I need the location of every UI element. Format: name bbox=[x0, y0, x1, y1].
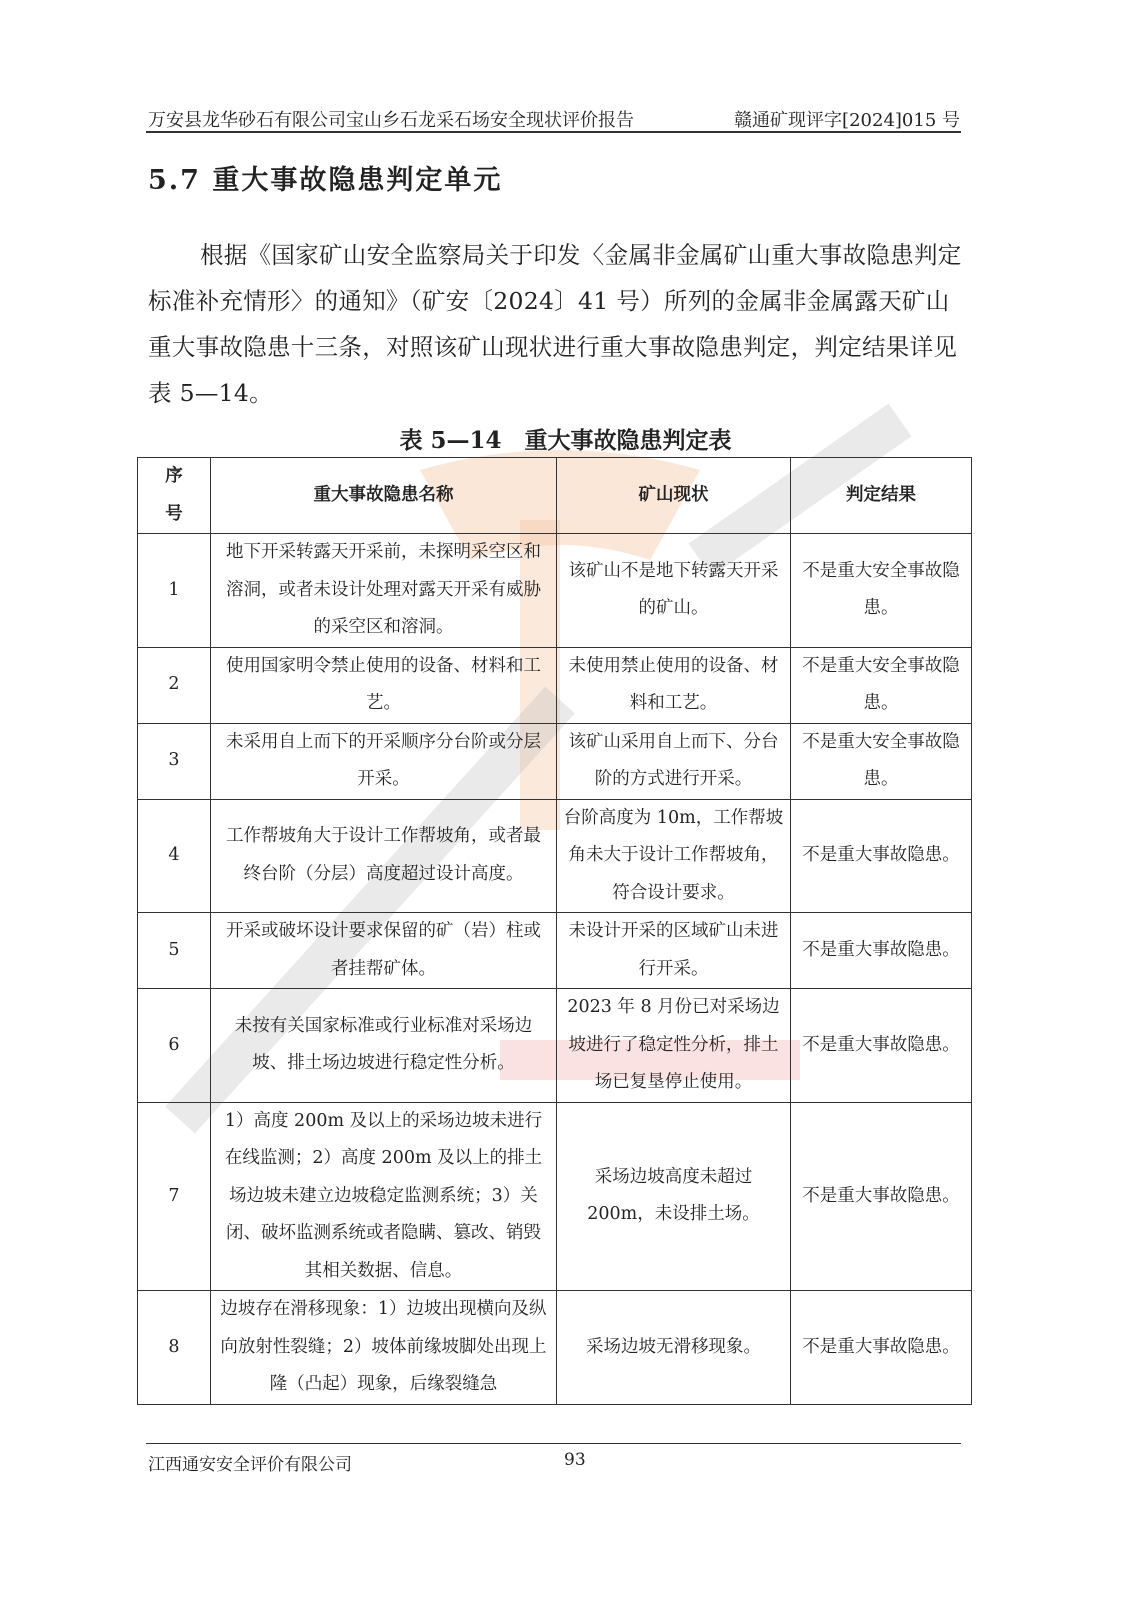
table-header-row bbox=[138, 458, 972, 534]
table-row bbox=[138, 534, 972, 648]
row-number: 5 bbox=[138, 913, 211, 989]
hazard-name: 未采用自上而下的开采顺序分台阶或分层开采。 bbox=[211, 723, 557, 799]
judgement-result: 不是重大安全事故隐患。 bbox=[791, 647, 972, 723]
hazard-name: 使用国家明令禁止使用的设备、材料和工艺。 bbox=[211, 647, 557, 723]
hazard-name: 开采或破坏设计要求保留的矿（岩）柱或者挂帮矿体。 bbox=[211, 913, 557, 989]
row-number: 3 bbox=[138, 723, 211, 799]
footer-company: 江西通安安全评价有限公司 bbox=[148, 1455, 352, 1475]
hazard-name: 工作帮坡角大于设计工作帮坡角，或者最终台阶（分层）高度超过设计高度。 bbox=[211, 799, 557, 913]
column-header: 矿山现状 bbox=[557, 458, 791, 534]
mine-status: 未设计开采的区域矿山未进行开采。 bbox=[557, 913, 791, 989]
mine-status: 未使用禁止使用的设备、材料和工艺。 bbox=[557, 647, 791, 723]
judgement-result: 不是重大安全事故隐患。 bbox=[791, 534, 972, 648]
mine-status: 采场边坡无滑移现象。 bbox=[557, 1291, 791, 1405]
report-number: 赣通矿现评字[2024]015 号 bbox=[734, 110, 960, 131]
table-row bbox=[138, 913, 972, 989]
column-header: 判定结果 bbox=[791, 458, 972, 534]
running-header bbox=[148, 106, 960, 132]
header-divider bbox=[146, 131, 961, 133]
report-title: 万安县龙华砂石有限公司宝山乡石龙采石场安全现状评价报告 bbox=[148, 110, 634, 131]
page-number: 93 bbox=[564, 1450, 586, 1470]
table-row bbox=[138, 989, 972, 1103]
row-number: 6 bbox=[138, 989, 211, 1103]
judgement-result: 不是重大安全事故隐患。 bbox=[791, 723, 972, 799]
judgement-result: 不是重大事故隐患。 bbox=[791, 913, 972, 989]
mine-status: 该矿山采用自上而下、分台阶的方式进行开采。 bbox=[557, 723, 791, 799]
row-number: 4 bbox=[138, 799, 211, 913]
table-row bbox=[138, 1291, 972, 1405]
mine-status: 采场边坡高度未超过 200m，未设排土场。 bbox=[557, 1102, 791, 1291]
table-row bbox=[138, 1102, 972, 1291]
column-header: 序号 bbox=[138, 458, 211, 534]
table-caption: 表 5—14 重大事故隐患判定表 bbox=[399, 427, 732, 454]
table-row bbox=[138, 647, 972, 723]
hazard-table bbox=[137, 457, 972, 1405]
mine-status: 2023 年 8 月份已对采场边坡进行了稳定性分析，排土场已复垦停止使用。 bbox=[557, 989, 791, 1103]
judgement-result: 不是重大事故隐患。 bbox=[791, 989, 972, 1103]
row-number: 7 bbox=[138, 1102, 211, 1291]
row-number: 8 bbox=[138, 1291, 211, 1405]
judgement-result: 不是重大事故隐患。 bbox=[791, 799, 972, 913]
hazard-name: 1）高度 200m 及以上的采场边坡未进行在线监测；2）高度 200m 及以上的排土场边坡未建立边坡稳定监测系统；3）关闭、破坏监测系统或者隐瞒、篡改、销毁其相关数据、信息。 bbox=[211, 1102, 557, 1291]
row-number: 2 bbox=[138, 647, 211, 723]
judgement-result: 不是重大事故隐患。 bbox=[791, 1102, 972, 1291]
hazard-name: 地下开采转露天开采前，未探明采空区和溶洞，或者未设计处理对露天开采有威胁的采空区和溶洞。 bbox=[211, 534, 557, 648]
hazard-name: 未按有关国家标准或行业标准对采场边坡、排土场边坡进行稳定性分析。 bbox=[211, 989, 557, 1103]
judgement-result: 不是重大事故隐患。 bbox=[791, 1291, 972, 1405]
table-row bbox=[138, 723, 972, 799]
mine-status: 该矿山不是地下转露天开采的矿山。 bbox=[557, 534, 791, 648]
hazard-name: 边坡存在滑移现象：1）边坡出现横向及纵向放射性裂缝；2）坡体前缘坡脚处出现上隆（凸起）现象，后缘裂缝急 bbox=[211, 1291, 557, 1405]
mine-status: 台阶高度为 10m，工作帮坡角未大于设计工作帮坡角，符合设计要求。 bbox=[557, 799, 791, 913]
section-heading: 5.7 重大事故隐患判定单元 bbox=[148, 165, 503, 196]
body-paragraph: 根据《国家矿山安全监察局关于印发〈金属非金属矿山重大事故隐患判定标准补充情形〉的通知》（矿安〔2024〕41 号）所列的金属非金属露天矿山重大事故隐患十三条，对照该矿山现状进行重大事故隐患判定，判定结果详见表 5—14。 bbox=[148, 241, 962, 407]
footer-divider bbox=[146, 1443, 961, 1444]
row-number: 1 bbox=[138, 534, 211, 648]
table-row bbox=[138, 799, 972, 913]
column-header: 重大事故隐患名称 bbox=[211, 458, 557, 534]
